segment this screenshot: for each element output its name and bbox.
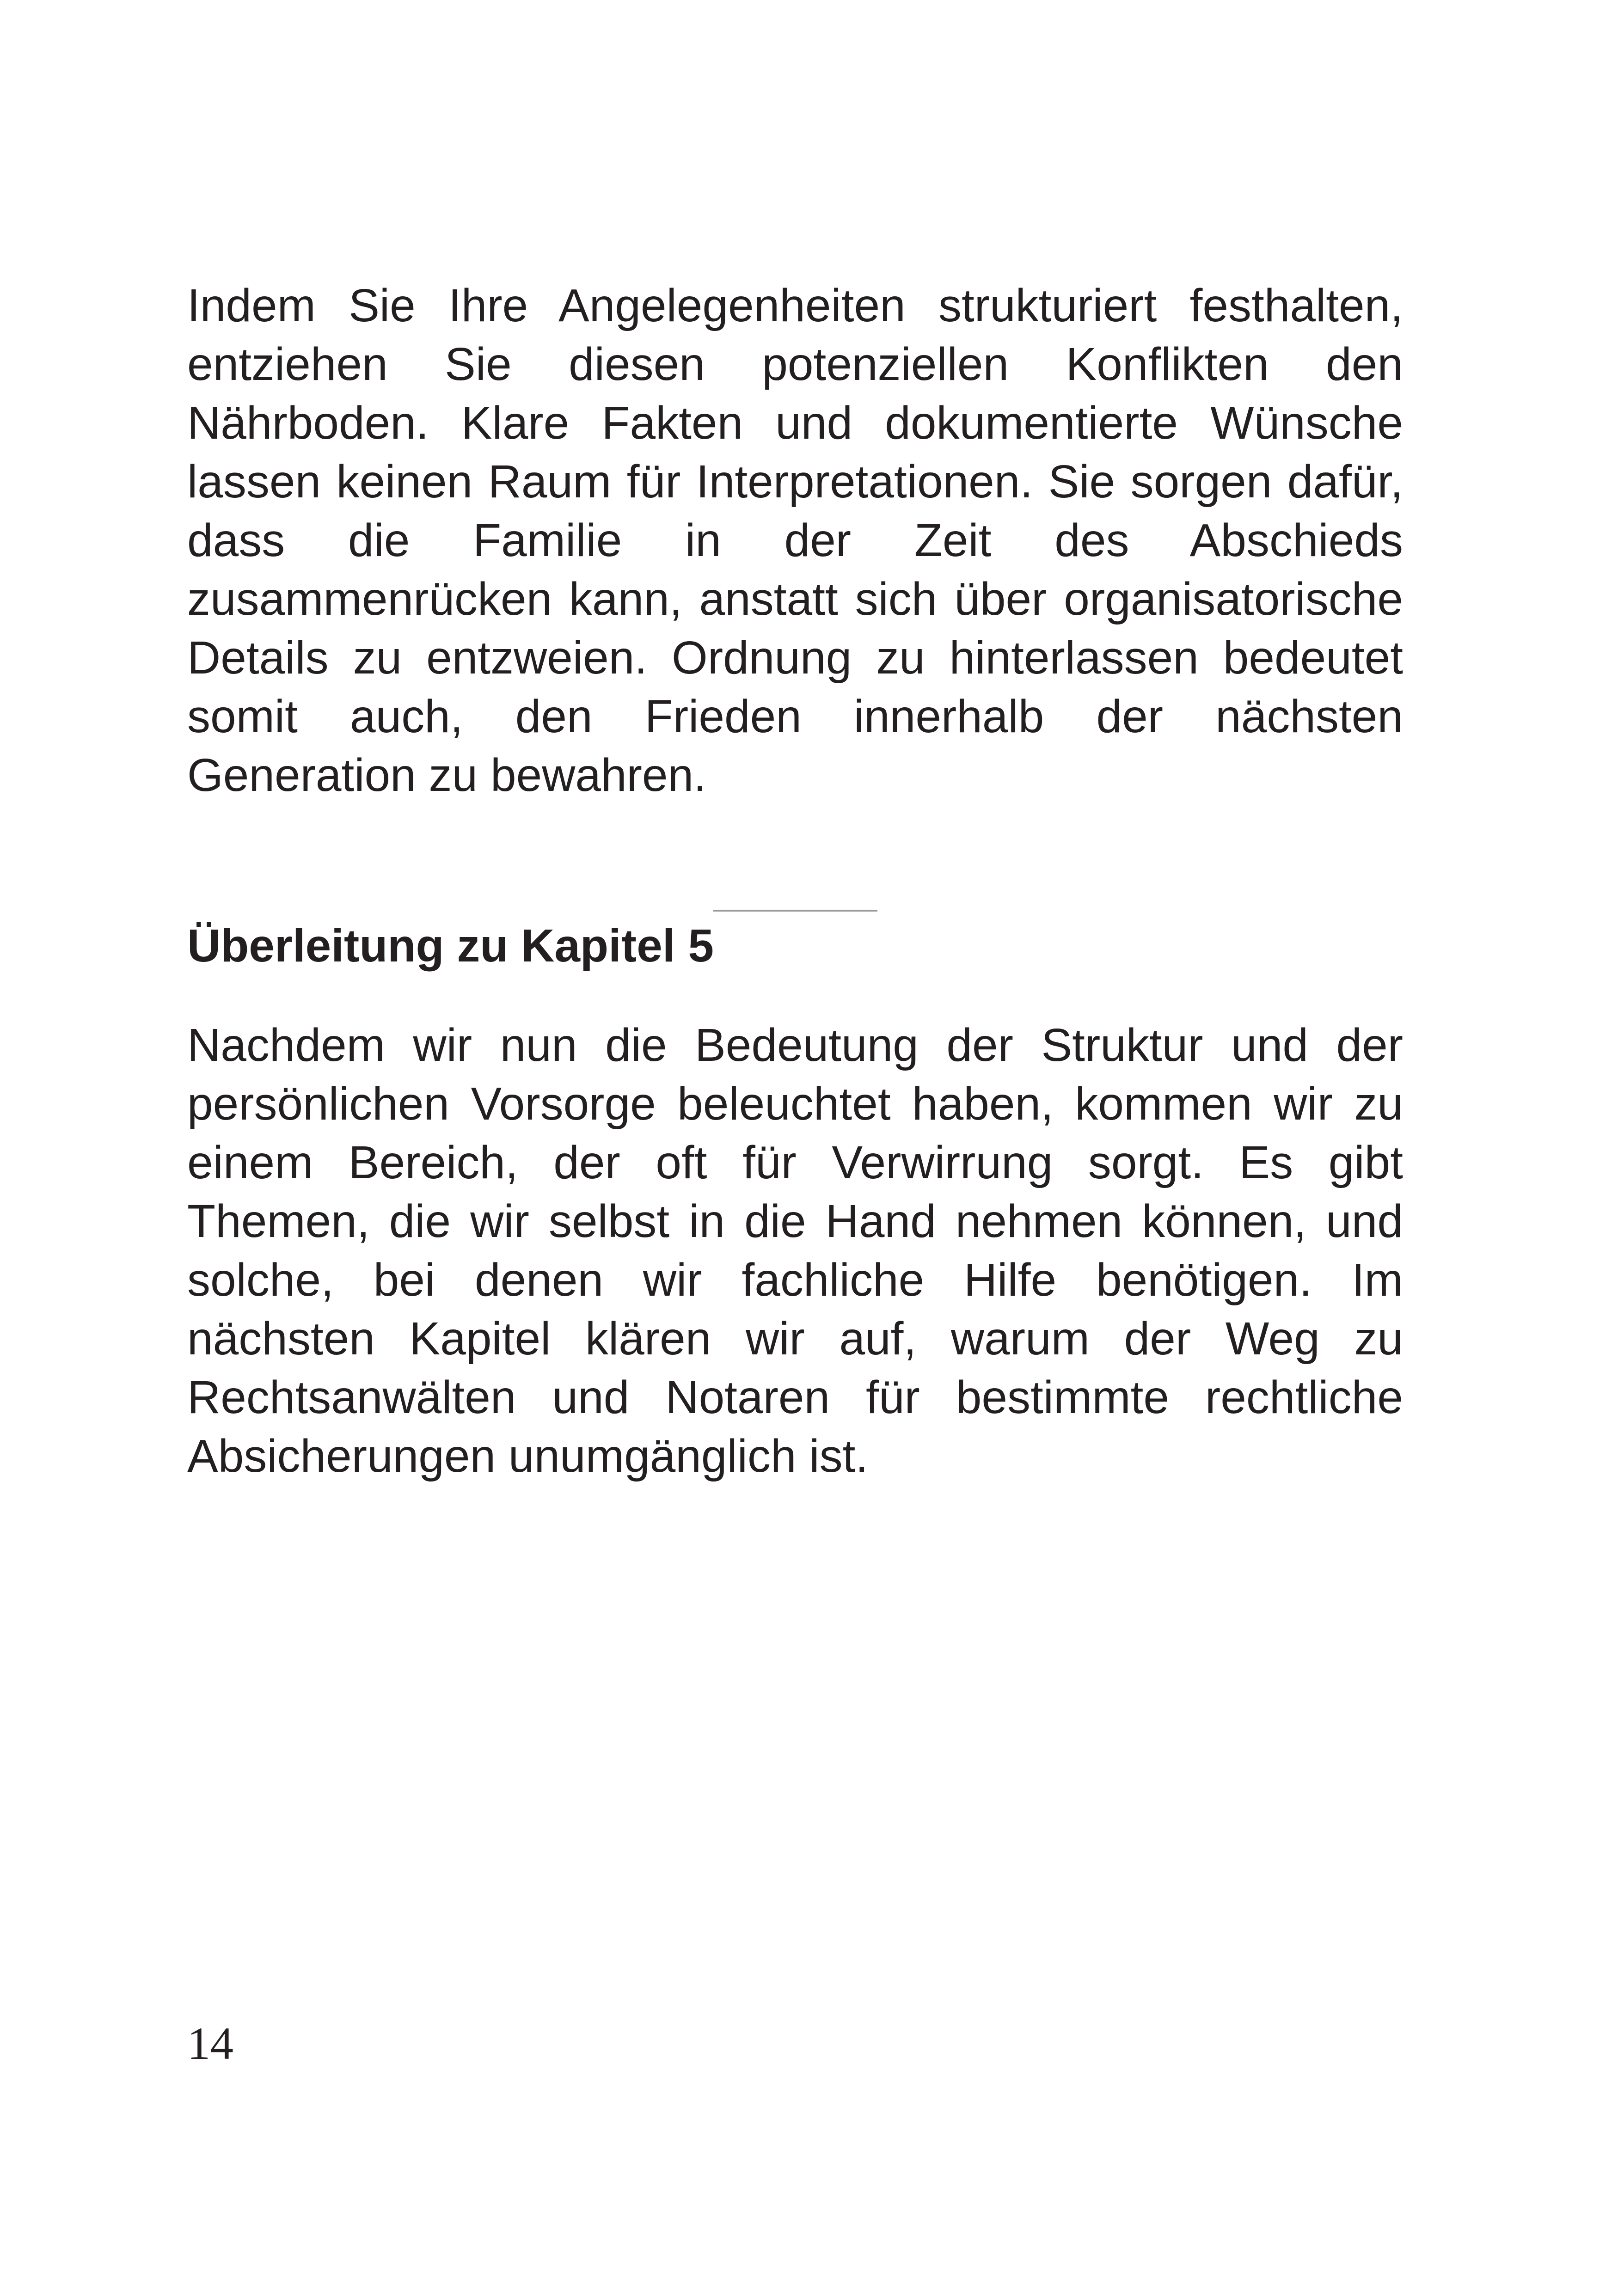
body-paragraph-2: Nachdem wir nun die Bedeutung der Struktur und der persönlichen Vorsorge beleuchtet haben, kommen wir zu einem Bereich, der oft für Verwirrung sorgt. Es gibt Themen, die wir selbst in die Hand nehmen können, und solche, bei denen wir fachliche Hilfe benötigen. Im nächsten Kapitel klären wir auf, warum der Weg zu Rechtsanwälten und Notaren für bestimmte rechtliche Absicherungen unumgänglich ist. (187, 1019, 1403, 1482)
section-heading: Überleitung zu Kapitel 5 (187, 920, 714, 972)
section-divider (713, 910, 877, 912)
body-paragraph-1: Indem Sie Ihre Angelegenheiten strukturiert festhalten, entziehen Sie diesen potenziellen Konflikten den Nährboden. Klare Fakten und dokumentierte Wünsche lassen keinen Raum für Interpretationen. Sie sorgen dafür, dass die Familie in der Zeit des Abschieds zusammenrücken kann, anstatt sich über organisatorische Details zu entzweien. Ordnung zu hinterlassen bedeutet somit auch, den Frieden innerhalb der nächsten Generation zu bewahren. (187, 280, 1403, 801)
page-number: 14 (187, 2018, 233, 2069)
